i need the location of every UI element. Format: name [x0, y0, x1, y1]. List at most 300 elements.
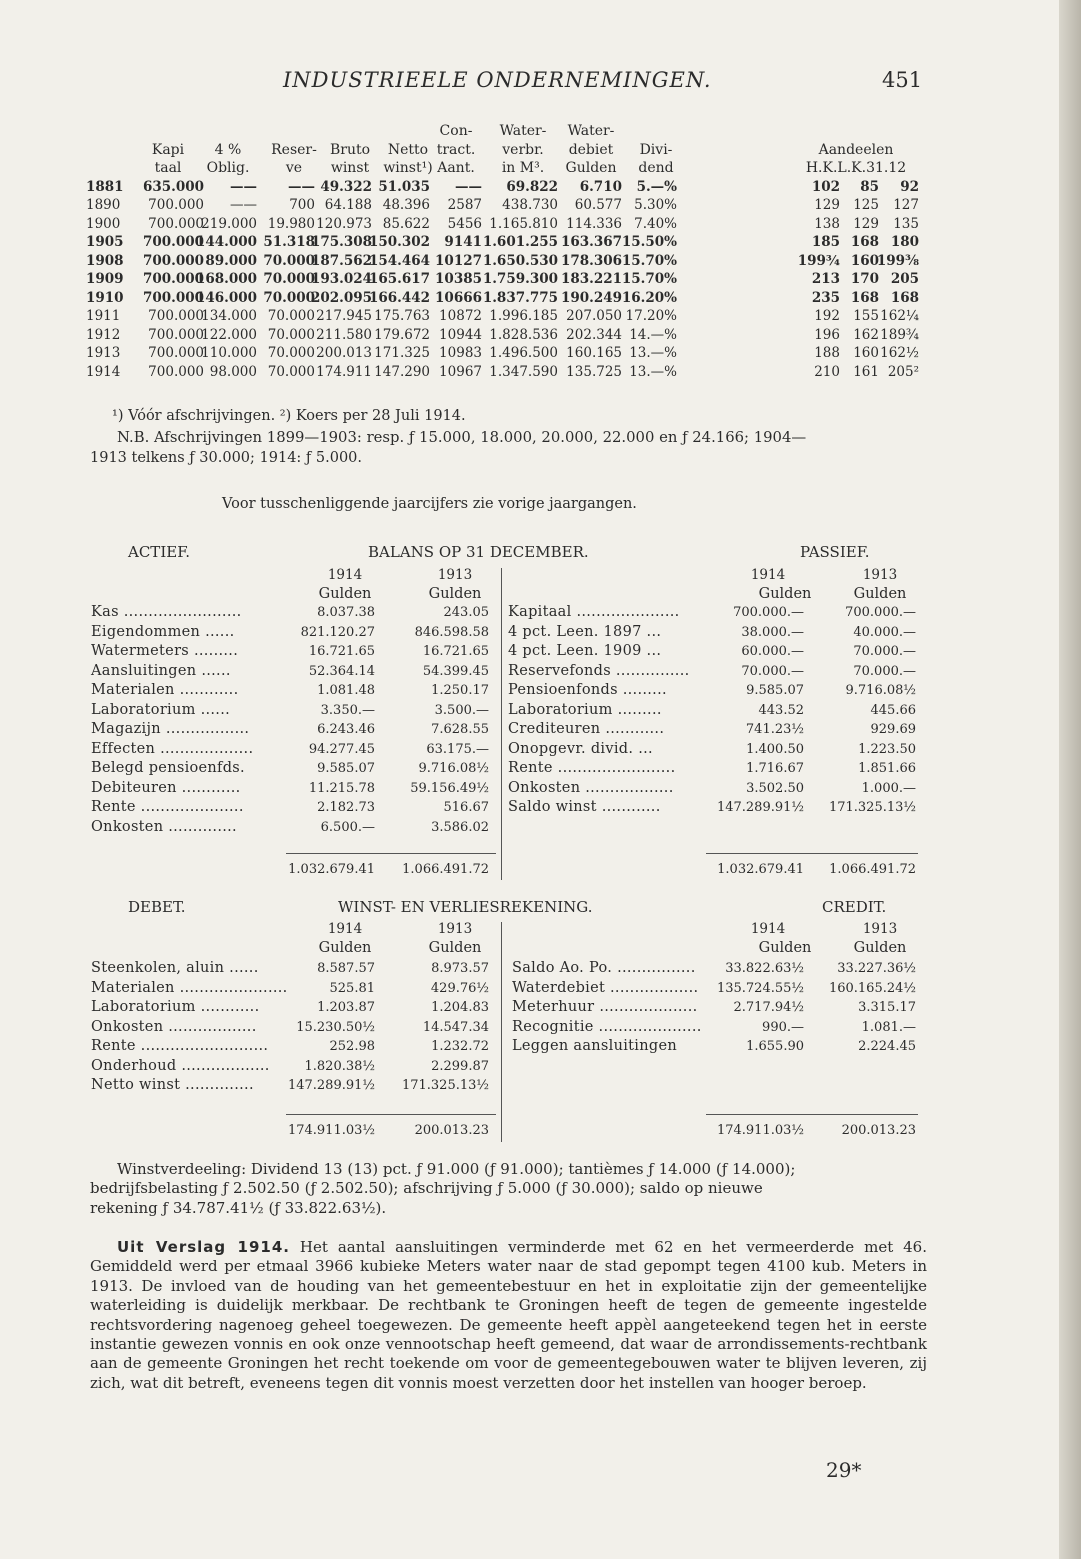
stats-year: 1911 [86, 308, 121, 324]
year-header: 1913 [862, 567, 898, 583]
profit-distribution [90, 1160, 927, 1218]
left-entry-value-1913: 54.399.45 [422, 663, 489, 679]
stats-header-cell: winst [330, 160, 370, 176]
right-entry-label: Laboratorium ......... [508, 701, 662, 718]
right-entry-label: Onopgevr. divid. ... [508, 740, 653, 757]
stats-value: 170 [850, 271, 879, 287]
year-header: 1914 [750, 567, 786, 583]
left-entry-label: Materialen ...................... [91, 979, 288, 996]
currency-unit-header: Gulden [758, 586, 812, 602]
stats-header-cell: Bruto [329, 141, 371, 158]
stats-value: 10127 [435, 252, 482, 269]
year-header: 1913 [862, 921, 898, 937]
left-entry-value-1913: 16.721.65 [422, 644, 489, 659]
left-entry-value-1914: 94.277.45 [308, 741, 375, 757]
right-entry-value-1913: 1.851.66 [858, 761, 916, 776]
stats-value: 183.221 [560, 271, 622, 287]
stats-value: 165.617 [368, 271, 430, 287]
stats-header-cell: debiet [568, 141, 614, 158]
stats-value: 160.165 [566, 345, 622, 361]
stats-value: 162¼ [880, 308, 919, 324]
left-entry-value-1914: 52.364.14 [308, 663, 375, 679]
right-entry-value-1914: 9.585.07 [746, 683, 804, 698]
left-entry-value-1914: 8.037.38 [317, 605, 375, 620]
left-entry-value-1914: 6.500.— [320, 819, 375, 835]
total-rule-right [706, 1114, 918, 1115]
right-entry-label: Saldo Ao. Po. ................ [512, 960, 696, 976]
stats-value: 213 [811, 271, 840, 287]
nb-line-1: N.B. Afschrijvingen 1899—1903: resp. ƒ 15.000, 18.000, 20.000, 22.000 en ƒ 24.166; 1904— [117, 429, 807, 446]
distribution-line-2: bedrijfsbelasting ƒ 2.502.50 (ƒ 2.502.50); afschrijving ƒ 5.000 (ƒ 30.000); saldo op nieuwe [90, 1179, 763, 1198]
stats-value: 190.249 [560, 289, 622, 306]
left-entry-value-1914: 821.120.27 [300, 624, 375, 640]
stats-value: 129 [814, 197, 840, 213]
year-header: 1914 [327, 567, 363, 583]
balance-title: BALANS OP 31 DECEMBER. [368, 543, 589, 561]
account-total: 174.911.03½ [716, 1123, 804, 1138]
stats-value: 180 [890, 234, 919, 250]
right-entry-value-1914: 135.724.55½ [716, 980, 804, 996]
signature-mark: 29* [826, 1458, 862, 1482]
currency-unit-header: Gulden [428, 586, 482, 602]
account-total: 1.066.491.72 [829, 862, 916, 877]
distribution-line-1: Winstverdeeling: Dividend 13 (13) pct. ƒ 91.000 (ƒ 91.000); tantièmes ƒ 14.000 (ƒ 14.000); [117, 1160, 796, 1178]
stats-value: 64.188 [324, 197, 372, 213]
stats-header-cell: winst¹) [383, 160, 433, 176]
stats-year: 1913 [86, 345, 121, 361]
account-divider [501, 568, 502, 880]
account-total: 200.013.23 [841, 1123, 916, 1138]
currency-unit-header: Gulden [853, 586, 907, 602]
left-entry-value-1914: 252.98 [329, 1039, 375, 1054]
right-entry-value-1913: 33.227.36½ [837, 961, 916, 976]
right-entry-value-1913: 700.000.— [845, 605, 916, 620]
stats-header-cell: ve [285, 160, 303, 176]
account-total: 1.066.491.72 [402, 862, 489, 877]
stats-value: —— [455, 178, 482, 195]
stats-value: 700.000 [142, 271, 204, 287]
stats-value: 10983 [439, 345, 482, 361]
right-entry-value-1914: 700.000.— [733, 605, 804, 620]
stats-value: 700.000 [148, 308, 204, 324]
stats-value: 189¾ [880, 326, 919, 343]
stats-value: 10666 [435, 289, 482, 306]
stats-value: 127 [893, 197, 919, 213]
stats-value: 1.601.255 [482, 234, 558, 250]
stats-value: 168 [890, 289, 919, 306]
left-entry-label: Watermeters ......... [91, 643, 239, 659]
left-entry-label: Aansluitingen ...... [91, 662, 231, 679]
stats-header-cell: in M³. [501, 160, 545, 176]
stats-header-cell: Divi- [639, 141, 673, 158]
stats-year: 1881 [86, 178, 124, 195]
left-entry-label: Rente ..................... [91, 799, 244, 815]
year-header: 1914 [327, 921, 363, 937]
left-entry-label: Kas ........................ [91, 604, 242, 620]
right-entry-label: 4 pct. Leen. 1909 ... [508, 643, 662, 659]
stats-value: 15.70% [621, 271, 677, 287]
stats-value: 202.095 [310, 289, 372, 306]
currency-unit-header: Gulden [318, 586, 372, 602]
stats-header-cell: Con- [439, 123, 473, 139]
stats-header-cell: H.K.L.K.31.12 [805, 160, 907, 176]
stats-header-row [86, 123, 921, 142]
stats-value: 192 [814, 308, 840, 324]
left-entry-value-1913: 846.598.58 [414, 624, 489, 640]
stats-value: 438.730 [502, 197, 558, 213]
stats-value: 1.165.810 [489, 215, 558, 232]
account-total: 1.032.679.41 [717, 862, 804, 877]
stats-value: 122.000 [201, 326, 257, 343]
stats-value: 175.308 [310, 234, 372, 250]
year-header: 1913 [437, 567, 473, 583]
left-entry-value-1914: 16.721.65 [308, 644, 375, 659]
stats-header-cell: Aandeelen [818, 141, 894, 158]
stats-row [86, 345, 921, 364]
stats-value: 70.000 [267, 345, 315, 361]
left-entry-value-1913: 1.250.17 [431, 683, 489, 698]
left-entry-label: Laboratorium ............ [91, 999, 260, 1015]
stats-value: 700 [289, 197, 315, 213]
stats-value: 160 [853, 345, 879, 361]
right-entry-value-1913: 40.000.— [853, 624, 916, 640]
left-entry-value-1914: 1.820.38½ [304, 1058, 375, 1074]
stats-header-row [86, 142, 921, 161]
stats-value: —— [288, 178, 315, 195]
stats-value: 135.725 [566, 363, 622, 380]
right-entry-value-1914: 33.822.63½ [725, 961, 804, 976]
stats-header-cell: taal [154, 160, 182, 176]
stats-value: 185 [811, 234, 840, 250]
stats-value: 85.622 [382, 215, 430, 232]
stats-value: 700.000 [148, 345, 204, 361]
stats-value: 10872 [439, 308, 482, 324]
running-header: INDUSTRIEELE ONDERNEMINGEN. [283, 68, 712, 92]
stats-value: 202.344 [566, 326, 622, 343]
right-entry-label: Meterhuur .................... [512, 999, 698, 1015]
stats-value: 17.20% [625, 308, 677, 324]
right-entry-value-1914: 38.000.— [741, 624, 804, 640]
stats-value: 171.325 [374, 345, 430, 361]
right-entry-value-1913: 1.223.50 [858, 741, 916, 757]
stats-value: 98.000 [209, 363, 257, 380]
left-entry-value-1914: 6.243.46 [317, 722, 375, 737]
total-rule-right [706, 853, 918, 854]
left-entry-label: Onkosten .................. [91, 1018, 257, 1035]
stats-value: 10967 [439, 363, 482, 380]
stats-value: 85 [860, 178, 879, 195]
debet-title: DEBET. [128, 898, 186, 916]
stats-value: 125 [853, 197, 879, 213]
right-entry-label: Crediteuren ............ [508, 721, 665, 737]
stats-value: 13.—% [629, 345, 677, 361]
left-entry-value-1913: 2.299.87 [431, 1058, 489, 1074]
stats-value: 199⅜ [876, 252, 919, 269]
stats-value: 193.024 [310, 271, 372, 287]
stats-value: 70.000 [267, 363, 315, 380]
stats-value: 114.336 [566, 215, 622, 232]
left-entry-value-1914: 1.081.48 [317, 683, 375, 698]
credit-title: CREDIT. [822, 898, 887, 916]
currency-unit-header: Gulden [758, 940, 812, 956]
stats-value: 89.000 [205, 252, 257, 269]
stats-value: 135 [893, 215, 919, 232]
stats-header-cell: Reser- [271, 141, 317, 158]
stats-header-row [86, 160, 921, 179]
left-entry-value-1913: 1.232.72 [431, 1039, 489, 1054]
stats-row [86, 364, 921, 383]
left-entry-value-1913: 171.325.13½ [401, 1078, 489, 1093]
stats-value: 168.000 [195, 271, 257, 287]
stats-value: 13.—% [629, 363, 677, 380]
stats-header-cell: Kapi [151, 141, 185, 158]
right-entry-value-1914: 741.23½ [745, 722, 804, 737]
stats-value: —— [230, 197, 257, 213]
left-entry-value-1913: 59.156.49½ [410, 780, 489, 796]
stats-header-cell: Water- [499, 123, 547, 139]
actief-title: ACTIEF. [128, 543, 191, 561]
stats-value: 49.322 [320, 178, 372, 195]
left-entry-value-1913: 7.628.55 [431, 722, 489, 737]
stats-value: 174.911 [316, 363, 372, 380]
stats-value: 5456 [447, 215, 482, 232]
stats-value: 2587 [447, 197, 482, 213]
stats-value: 51.318 [263, 234, 315, 250]
right-entry-label: Onkosten .................. [508, 779, 674, 796]
currency-unit-header: Gulden [853, 940, 907, 956]
left-entry-value-1914: 15.230.50½ [296, 1019, 375, 1035]
stats-value: 69.822 [506, 178, 558, 195]
report-text: Het aantal aansluitingen verminderde met 62 en het vermeerderde met 46. Gemiddeld werd per etmaal 3966 kubieke Meters water naar de stad gepompt tegen 4100 kub. Meters in 1913. De invloed van de houding van het gemeentebestuur en het in exploitatie zijn der gemeentelijke waterleiding is duidelijk merkbaar. De rechtbank te Groningen heeft de tegen de gemeente ingestelde rechtsvordering nagenoeg geheel toegewezen. De gemeente heeft appèl aangeteekend tegen het in eerste instantie gewezen vonnis en ook onze vennootschap heeft gemeend, dat waar de arrondissements-rechtbank aan de gemeente Groningen het recht toekende om voor de gemeentegebouwen water te blijven leveren, zij zich, wat dit betreft, eveneens tegen dit vonnis moest verzetten door het instellen van hooger beroep. [90, 1238, 927, 1392]
stats-value: 138 [814, 215, 840, 232]
distribution-line-3: rekening ƒ 34.787.41½ (ƒ 33.822.63½). [90, 1198, 387, 1217]
stats-row [86, 253, 921, 272]
right-entry-value-1913: 160.165.24½ [828, 980, 916, 996]
right-entry-value-1914: 3.502.50 [746, 780, 804, 796]
left-entry-label: Effecten ................... [91, 740, 254, 757]
left-entry-value-1913: 3.586.02 [431, 819, 489, 835]
right-entry-label: Rente ........................ [508, 760, 676, 776]
stats-value: 5.—% [636, 178, 677, 195]
stats-header-cell: verbr. [502, 141, 544, 158]
right-entry-value-1913: 1.081.— [861, 1019, 916, 1035]
stats-value: 635.000 [142, 178, 204, 195]
stats-value: 178.306 [560, 252, 622, 269]
stats-value: 6.710 [579, 178, 622, 195]
account-total: 174.911.03½ [287, 1123, 375, 1138]
stats-value: 210 [814, 363, 840, 380]
stats-value: 48.396 [382, 197, 430, 213]
right-entry-label: 4 pct. Leen. 1897 ... [508, 623, 662, 640]
stats-value: 1.347.590 [489, 363, 558, 380]
passief-title: PASSIEF. [800, 543, 870, 561]
stats-value: 196 [814, 326, 840, 343]
stats-header-cell: Gulden [565, 160, 617, 176]
stats-value: 70.000 [267, 326, 315, 343]
stats-value: 16.20% [621, 289, 677, 306]
left-entry-value-1913: 14.547.34 [422, 1019, 489, 1035]
left-entry-label: Laboratorium ...... [91, 701, 231, 718]
stats-value: 163.367 [560, 234, 622, 250]
left-entry-value-1914: 1.203.87 [317, 1000, 375, 1015]
stats-value: 1.996.185 [489, 308, 558, 324]
stats-value: 15.50% [621, 234, 677, 250]
right-entry-label: Pensioenfonds ......... [508, 682, 667, 698]
right-entry-value-1914: 1.400.50 [746, 741, 804, 757]
stats-value: 217.945 [316, 308, 372, 324]
stats-value: 162½ [880, 345, 919, 361]
left-entry-value-1913: 516.67 [443, 800, 489, 815]
right-entry-value-1914: 70.000.— [741, 663, 804, 679]
stats-value: 207.050 [566, 308, 622, 324]
stats-value: 150.302 [368, 234, 430, 250]
stats-value: 162 [853, 326, 879, 343]
stats-value: 205² [887, 363, 919, 380]
stats-value: 10385 [435, 271, 482, 287]
left-entry-label: Eigendommen ...... [91, 623, 235, 640]
stats-row [86, 308, 921, 327]
stats-value: 120.973 [316, 215, 372, 232]
stats-header-cell: tract. [436, 141, 476, 158]
right-entry-value-1914: 1.716.67 [746, 761, 804, 776]
stats-value: 700.000 [148, 197, 204, 213]
stats-value: 70.000 [263, 289, 315, 306]
stats-value: 134.000 [201, 308, 257, 324]
right-entry-label: Waterdebiet .................. [512, 979, 699, 996]
left-entry-value-1914: 2.182.73 [317, 800, 375, 815]
stats-year: 1914 [86, 363, 121, 380]
left-entry-label: Debiteuren ............ [91, 779, 241, 796]
stats-value: 160 [850, 252, 879, 269]
stats-value: —— [230, 178, 257, 195]
stats-row [86, 234, 921, 253]
left-entry-label: Rente .......................... [91, 1038, 269, 1054]
stats-value: 5.30% [634, 197, 677, 213]
stats-value: 70.000 [263, 252, 315, 269]
left-entry-label: Magazijn ................. [91, 721, 250, 737]
stats-value: 19.980 [267, 215, 315, 232]
right-entry-value-1914: 443.52 [758, 702, 804, 718]
left-entry-value-1913: 429.76½ [430, 980, 489, 996]
stats-header-cell: dend [638, 160, 674, 176]
right-entry-value-1913: 70.000.— [853, 663, 916, 679]
report-heading: Uit Verslag 1914. [117, 1238, 290, 1256]
stats-value: 70.000 [263, 271, 315, 287]
left-entry-label: Belegd pensioenfds. [91, 760, 245, 776]
account-total: 200.013.23 [414, 1123, 489, 1138]
stats-value: 155 [853, 308, 879, 324]
left-entry-value-1914: 147.289.91½ [287, 1078, 375, 1093]
page-edge [1059, 0, 1081, 1559]
stats-year: 1908 [86, 252, 124, 269]
stats-value: 199¾ [797, 252, 840, 269]
currency-unit-header: Gulden [428, 940, 482, 956]
stats-row [86, 216, 921, 235]
stats-value: 102 [811, 178, 840, 195]
stats-value: 70.000 [267, 308, 315, 324]
stats-year: 1910 [86, 289, 124, 306]
stats-value: 9141 [444, 234, 482, 250]
stats-value: 235 [811, 289, 840, 306]
left-entry-value-1913: 3.500.— [434, 702, 489, 718]
right-entry-value-1913: 9.716.08½ [845, 683, 916, 698]
stats-value: 1.828.536 [489, 326, 558, 343]
right-entry-value-1914: 147.289.91½ [716, 800, 804, 815]
stats-value: 700.000 [142, 289, 204, 306]
year-header: 1914 [750, 921, 786, 937]
stats-value: 10944 [439, 326, 482, 343]
stats-year: 1900 [86, 215, 121, 232]
stats-value: 166.442 [368, 289, 430, 306]
stats-value: 1.650.530 [482, 252, 558, 269]
left-entry-value-1913: 9.716.08½ [418, 761, 489, 776]
stats-value: 1.759.300 [482, 271, 558, 287]
right-entry-value-1914: 60.000.— [741, 644, 804, 659]
stats-value: 147.290 [374, 363, 430, 380]
stats-year: 1905 [86, 234, 124, 250]
stats-value: 175.763 [374, 308, 430, 324]
stats-value: 146.000 [195, 289, 257, 306]
right-entry-value-1913: 70.000.— [853, 644, 916, 659]
right-entry-value-1913: 3.315.17 [858, 1000, 916, 1015]
stats-year: 1890 [86, 197, 121, 213]
stats-value: 1.837.775 [482, 289, 558, 306]
stats-value: 154.464 [368, 252, 430, 269]
stats-header-cell: Water- [567, 123, 615, 139]
left-entry-value-1913: 243.05 [443, 605, 489, 620]
stats-value: 168 [850, 234, 879, 250]
stats-value: 168 [850, 289, 879, 306]
year-header: 1913 [437, 921, 473, 937]
stats-value: 188 [814, 345, 840, 361]
stats-row [86, 179, 921, 198]
stats-value: 129 [853, 215, 879, 232]
stats-row [86, 327, 921, 346]
left-entry-value-1914: 3.350.— [320, 702, 375, 718]
left-entry-label: Materialen ............ [91, 682, 239, 698]
nb-line-2: 1913 telkens ƒ 30.000; 1914: ƒ 5.000. [90, 450, 363, 466]
previous-years-note: Voor tusschenliggende jaarcijfers zie vorige jaargangen. [222, 496, 637, 512]
account-total: 1.032.679.41 [288, 862, 375, 877]
annual-report [90, 1238, 927, 1393]
stats-header-cell: Aant. [437, 160, 475, 176]
stats-value: 51.035 [378, 178, 430, 195]
left-entry-value-1913: 8.973.57 [431, 961, 489, 976]
stats-value: 700.000 [142, 234, 204, 250]
stats-value: 200.013 [316, 345, 372, 361]
stats-row [86, 197, 921, 216]
stats-value: 60.577 [574, 197, 622, 213]
left-entry-value-1913: 1.204.83 [431, 1000, 489, 1015]
stats-value: 219.000 [201, 215, 257, 232]
stats-value: 110.000 [201, 345, 257, 361]
right-entry-label: Reservefonds ............... [508, 662, 690, 679]
left-entry-label: Onderhoud .................. [91, 1057, 270, 1074]
stats-header-cell: 4 % [214, 141, 242, 158]
left-entry-label: Onkosten .............. [91, 818, 237, 835]
right-entry-value-1914: 990.— [762, 1019, 804, 1035]
stats-value: 7.40% [634, 215, 677, 232]
right-entry-value-1914: 1.655.90 [746, 1039, 804, 1054]
stats-value: 700.000 [148, 215, 204, 232]
left-entry-label: Netto winst .............. [91, 1077, 254, 1093]
stats-year: 1912 [86, 326, 121, 343]
left-entry-value-1914: 8.587.57 [317, 961, 375, 976]
stats-value: 179.672 [374, 326, 430, 343]
right-entry-value-1913: 1.000.— [861, 780, 916, 796]
right-entry-value-1914: 2.717.94½ [733, 1000, 804, 1015]
stats-value: 211.580 [316, 326, 372, 343]
